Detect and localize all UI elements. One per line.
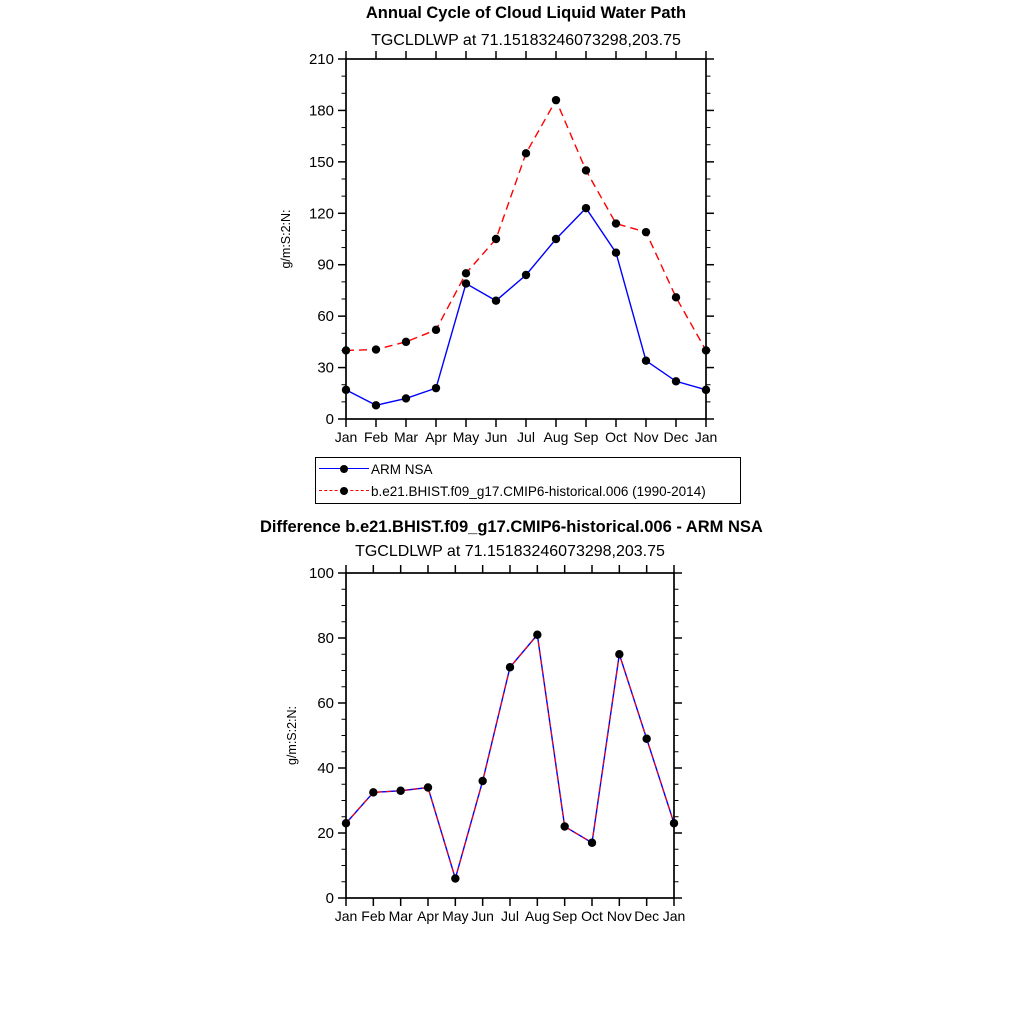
- data-point-marker: [615, 650, 623, 658]
- legend-label: ARM NSA: [371, 461, 433, 477]
- data-point-marker: [522, 149, 530, 157]
- data-point-marker: [342, 386, 350, 394]
- data-point-marker: [492, 235, 500, 243]
- plot-frame: [346, 573, 674, 898]
- legend-entry-arm-nsa: [316, 458, 740, 480]
- data-point-marker: [702, 386, 710, 394]
- y-tick-label: 0: [325, 411, 334, 428]
- series-line-1: [346, 100, 706, 350]
- y-tick-label: 120: [308, 205, 334, 223]
- x-tick-label: Aug: [543, 429, 569, 445]
- y-tick-label: 60: [317, 308, 334, 326]
- series-line-0: [346, 208, 706, 405]
- x-tick-label: Feb: [363, 429, 389, 445]
- data-point-marker: [372, 401, 380, 409]
- data-point-marker: [702, 346, 710, 354]
- data-point-marker: [672, 377, 680, 385]
- data-point-marker: [424, 783, 432, 791]
- x-tick-label: Jun: [484, 429, 508, 445]
- data-point-marker: [642, 735, 650, 743]
- data-point-marker: [372, 345, 380, 353]
- annual-cycle-subtitle: TGCLDLWP at 71.15183246073298,203.75: [371, 32, 681, 49]
- data-point-marker: [462, 269, 470, 277]
- y-axis-label: g/m:S:2:N:: [279, 209, 293, 269]
- annual-cycle-chart: [280, 52, 740, 452]
- data-point-marker: [432, 384, 440, 392]
- data-point-marker: [402, 394, 410, 402]
- data-point-marker: [342, 819, 350, 827]
- x-tick-label: Jan: [334, 429, 358, 445]
- y-tick-label: 60: [317, 695, 334, 712]
- data-point-marker: [612, 249, 620, 257]
- y-tick-label: 100: [308, 565, 334, 582]
- x-tick-label: Aug: [524, 908, 550, 924]
- red-dashed-line-icon: [319, 486, 369, 496]
- difference-chart: [280, 564, 720, 936]
- y-tick-label: 90: [317, 256, 334, 274]
- x-tick-label: Jan: [694, 429, 718, 445]
- x-tick-label: Feb: [361, 908, 386, 924]
- data-point-marker: [533, 631, 541, 639]
- x-tick-label: Oct: [581, 908, 603, 924]
- data-point-marker: [451, 874, 459, 882]
- x-tick-label: Dec: [663, 429, 689, 445]
- x-tick-label: Nov: [606, 908, 632, 924]
- data-point-marker: [552, 96, 560, 104]
- x-tick-label: May: [452, 429, 480, 445]
- annual-cycle-title: Annual Cycle of Cloud Liquid Water Path: [365, 4, 687, 22]
- y-tick-label: 40: [317, 760, 334, 777]
- legend-box: [315, 457, 741, 504]
- data-point-marker: [670, 819, 678, 827]
- data-point-marker: [582, 166, 590, 174]
- data-point-marker: [396, 787, 404, 795]
- x-tick-label: Mar: [388, 908, 413, 924]
- difference-title: Difference b.e21.BHIST.f09_g17.CMIP6-historical.006 - ARM NSA: [260, 518, 763, 536]
- data-point-marker: [369, 788, 377, 796]
- blue-solid-line-icon: [319, 464, 369, 474]
- data-point-marker: [642, 228, 650, 236]
- x-tick-label: Jan: [334, 908, 358, 924]
- data-point-marker: [402, 338, 410, 346]
- legend-entry-model: [316, 480, 740, 502]
- x-tick-label: Jul: [517, 429, 535, 445]
- data-point-marker: [506, 663, 514, 671]
- data-point-marker: [560, 822, 568, 830]
- y-tick-label: 210: [308, 51, 334, 68]
- y-tick-label: 180: [308, 102, 334, 120]
- x-tick-label: Mar: [393, 429, 419, 445]
- data-point-marker: [478, 777, 486, 785]
- x-tick-label: Jul: [501, 908, 519, 924]
- y-tick-label: 30: [317, 359, 334, 377]
- x-tick-label: Sep: [552, 908, 578, 924]
- x-tick-label: Jan: [662, 908, 686, 924]
- data-point-marker: [462, 279, 470, 287]
- x-tick-label: Nov: [633, 429, 659, 445]
- x-tick-label: Apr: [425, 429, 447, 445]
- x-tick-label: Jun: [471, 908, 494, 924]
- data-point-marker: [342, 346, 350, 354]
- y-tick-label: 20: [317, 825, 334, 842]
- data-point-marker: [432, 326, 440, 334]
- x-tick-label: Dec: [634, 908, 660, 924]
- data-point-marker: [522, 271, 530, 279]
- y-axis-label: g/m:S:2:N:: [285, 705, 299, 766]
- y-tick-label: 150: [308, 153, 334, 171]
- data-point-marker: [492, 297, 500, 305]
- data-point-marker: [672, 293, 680, 301]
- difference-subtitle: TGCLDLWP at 71.15183246073298,203.75: [355, 543, 665, 560]
- legend-label: b.e21.BHIST.f09_g17.CMIP6-historical.006 (1990-2014): [371, 483, 706, 499]
- y-tick-label: 0: [325, 890, 334, 907]
- data-point-marker: [612, 219, 620, 227]
- data-point-marker: [588, 839, 596, 847]
- x-tick-label: May: [442, 908, 469, 924]
- data-point-marker: [552, 235, 560, 243]
- x-tick-label: Oct: [605, 429, 627, 445]
- data-point-marker: [642, 357, 650, 365]
- y-tick-label: 80: [317, 630, 334, 647]
- x-tick-label: Sep: [573, 429, 599, 445]
- x-tick-label: Apr: [417, 908, 439, 924]
- data-point-marker: [582, 204, 590, 212]
